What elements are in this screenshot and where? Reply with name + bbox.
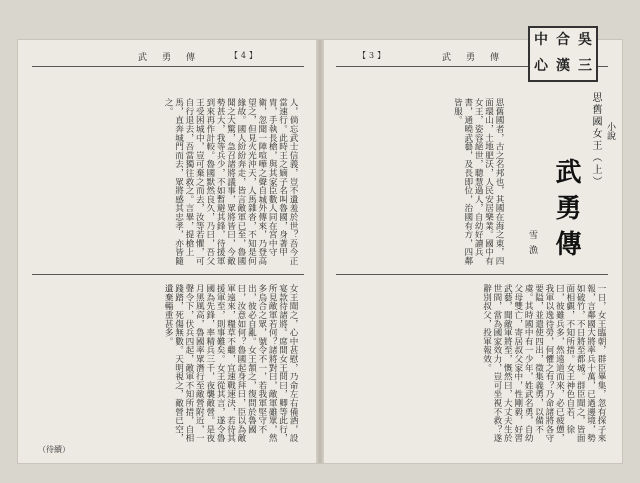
chapter-title: 思舊國女王（上） (590, 92, 601, 188)
seal-char: 吳 (578, 32, 592, 48)
seal-char: 心 (534, 58, 548, 74)
running-head-title: 武 勇 傳 (137, 53, 198, 63)
author-name: 雪漁 (527, 230, 537, 260)
seal-char: 合 (556, 32, 570, 48)
seal-char: 三 (578, 58, 592, 74)
running-head-left (18, 50, 318, 63)
header-rule (32, 66, 304, 67)
middle-rule (32, 274, 304, 275)
left-page (18, 40, 318, 463)
left-text-bottom: 女王聞之，心中甚慰，乃命左右備酒，設宴款待諸將。席間女王問曰，卿等此行，所見敵軍若何？諸將對曰，敵軍雖眾，然多烏合之眾，號令不一，若我軍堅守不出，彼必自亂。女王頷之，復問於魯國曰，汝意如何？魯國起身拜曰，臣以為敵軍遠來，糧草不繼，宜速戰速決，若待其援軍至，則事難矣。女王從其言，遂令魯國為先鋒，率精兵三千，夜襲敵營。是夜月黑風高，魯國率眾潛行至敵營附近，一聲令下，伏兵四起，敵軍不知所措，自相踐踏，死傷無數。天明視之，敵營已空，遺棄輜重甚多。 (163, 284, 298, 443)
right-text-bottom: 一日，女王臨朝，群臣畢集，忽有探子來報，言鄰國大將率兵十萬，已過邊境，勢如破竹，不日將至都城。群臣聞之，皆面面相覷，不知所措。女王神色自若，徐曰，彼雖兵多，然遠道而來，必已疲憊，我軍以逸待勞，何懼之有？乃命諸將各守要隘，並遣使四出，徵集義勇，以備不虞。其時國中有一少年，姓武名勇，自幼父母雙亡，寄居叔父家中，性剛毅，好習武藝，聞敵軍將至，慨然曰，大丈夫生於世間，當為國家效力，豈可坐視不救？遂辭別叔父，投軍報效。 (481, 284, 606, 443)
book-spread (18, 40, 622, 463)
left-text-top: 人，倘忘武士信義，豈不遺羞於世？吾今正當速行。此時王之嫡子名叫魯國，身著甲胄，手執長槍，與其家臣數人同在宮中守衛，忽聞一陣喧嘩之聲自城外傳來，乃登高望之，但見火光沖天，人馬雜沓，不知是何緣故。國人紛紛奔走，皆言敵軍已至，魯國聞之大驚，急召諸將議事，眾將皆曰，今敵勢甚大，我等兵少，不如暫避其鋒，待援軍到來再作計較。魯國默然良久，乃曰，吾父王受困城中，豈可棄之而去，汝等若懼，可自行退去，吾當獨往救之。言畢，提槍上馬，直奔城門而去，眾將感其忠孝，亦皆隨之。 (163, 98, 298, 266)
genre-label: 小說 (605, 122, 615, 140)
seal-char: 漢 (556, 58, 570, 74)
library-seal (528, 26, 598, 82)
to-be-continued: （待續） (38, 445, 70, 454)
right-text-top: 思舊國者，古之名邦也，其國在海之東，四面環山，土地肥沃，人民安居樂業。國中有女王，姿容絕世，聰慧過人，自幼好讀兵書，通曉武藝，及長即位，治國有方，四鄰皆服。 (452, 98, 504, 266)
running-head-title: 武 勇 傳 (441, 53, 502, 63)
right-page (322, 40, 622, 463)
seal-char: 中 (534, 32, 548, 48)
page-number-right: 【3】 (358, 51, 389, 60)
article-title: 武勇傳 (551, 158, 581, 266)
page-number-left: 【4】 (229, 51, 260, 60)
middle-rule (336, 274, 608, 275)
